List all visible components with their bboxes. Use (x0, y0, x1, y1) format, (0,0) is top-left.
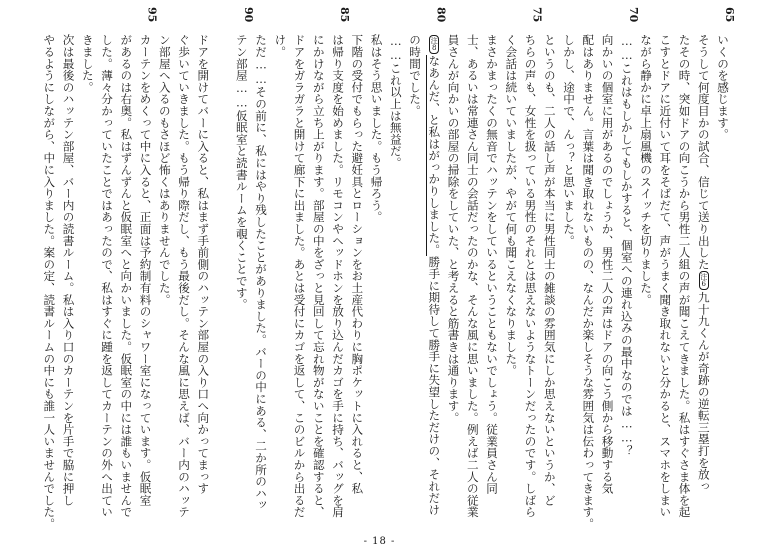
text-line (637, 34, 654, 534)
text-line (117, 34, 134, 534)
line-text: ただ……その前に、私にはやり残したことがありました。バーの中にある、二か所のハッ (254, 34, 268, 511)
line-text: きました。 (80, 34, 95, 93)
text-line (175, 34, 192, 534)
line-text: 士、あるいは常連さん同士の会話だったのかな、そんな風に思いました。例えば二人の従業 (465, 34, 480, 518)
line-text: 下階の受付でもらった避妊具とローションをお土産代わりに胸ポケットに入れると、私 (350, 34, 365, 495)
text-line (483, 34, 500, 534)
line-text: があるのは右奥。私はずんずんと仮眠室へと向かいました。仮眠室の中には誰もいませんで (119, 34, 134, 518)
line-text: やるようにしながら、中に入りました。案の定、読書ルームの中にも誰一人いませんでした。 (42, 34, 57, 530)
text-line (618, 34, 635, 534)
line-text: ン部屋へ入るのもさほど怖くはありませんでした。 (157, 34, 172, 306)
line-text: というのも、二人の話し声が本当に男性同士の雑談の雰囲気にしか思えないというか、ど (542, 34, 557, 506)
text-line (714, 34, 731, 534)
line-text: ドアをガラガラと開けて廊下に出ました。あとは受付にカゴを返して、このビルから出るだ (292, 34, 307, 518)
text-line (406, 34, 423, 534)
text-line (214, 34, 231, 534)
text-line (368, 34, 385, 534)
text-line (60, 34, 77, 534)
line-text: の時間でした。 (408, 34, 422, 117)
line-number: 70 (626, 7, 640, 23)
line-text: ちらの声も、女性を扱っている男性のそれとは思えないようなトーンだったのです。しばら (523, 34, 538, 518)
line-text: ぐ歩いていきました。もう帰り際だし、もう最後だし。そんな風に思えば、バー内のハッテ (177, 34, 191, 518)
text-line (656, 34, 673, 534)
line-text: 次は最後のハッテン部屋、バー内の読書ルーム。私は入り口のカーテンを片手で脇に押し (61, 34, 76, 506)
text-line (522, 34, 539, 534)
text-line (425, 34, 442, 534)
line-number: 95 (145, 7, 159, 23)
line-text: カーテンをめくって中に入ると、正面は予約制有料のシャワー室になっています。仮眠室 (138, 34, 153, 506)
text-line (310, 34, 327, 534)
text-line (40, 34, 57, 534)
text-line (502, 34, 519, 534)
text-line (560, 34, 577, 534)
line-text: テン部屋……仮眠室と読書ルームを覗くことです。 (234, 34, 249, 311)
line-text: そうして何度目かの試合、信じて送り出した (696, 34, 711, 270)
text-line (348, 34, 365, 534)
line-text: く会話は続いていましたが、やがて何も聞こえなくなりました。 (504, 34, 519, 377)
underlined-text: なあんだ、と私はがっかりしました。 (427, 55, 442, 257)
line-text: こすとドアに近付いて耳をそばだて、声がうまく聞き取れないと分かると、スマホをしまい (658, 34, 673, 518)
line-number: 80 (434, 7, 448, 23)
text-line (233, 34, 250, 534)
text-line (194, 34, 211, 534)
line-text: け。 (273, 34, 288, 58)
line-text: 配はありません。言葉は聞き取れないものの、なんだか楽しそうな雰囲気は伝わってきます。 (581, 34, 596, 530)
text-line (445, 34, 462, 534)
line-text: ドアを開けてバーに入ると、私はまず手前側のハッテン部屋の入り口へ向かってまっす (196, 34, 211, 495)
line-number: 75 (530, 7, 544, 23)
line-number: 85 (338, 7, 351, 23)
line-text: 員さんが向かいの部屋の掃除をしていた、と考えると筋書きは通ります。 (446, 34, 461, 424)
text-line (79, 34, 96, 534)
text-line (464, 34, 481, 534)
text-line (599, 34, 616, 534)
text-line (98, 34, 115, 534)
line-text: 向かいの個室に用があるのでしょうか、男性二人の声はドアの向こう側から移動する気 (600, 34, 615, 495)
line-text: 九十九くんが奇跡の逆転三塁打を放っ (696, 291, 711, 493)
text-line (252, 34, 269, 534)
line-text: まさかまったくの無音でハッテンをしているということもないでしょう。従業員さん同 (485, 34, 499, 495)
line-text: たその時、突如ドアの向こうから男性二人組の声が聞こえてきました。私はすぐさま体を起 (677, 34, 692, 518)
line-text: 私はそう思いました。もう帰ろう。 (369, 34, 384, 223)
line-text: しかし、途中で、んっ？と思いました。 (562, 34, 576, 247)
line-text: した。薄々分かっていたことではあったので、私はすぐに踵を返してカーテンの外へ出てい (100, 34, 114, 518)
text-line (579, 34, 596, 534)
text-line (541, 34, 558, 534)
text-line (137, 34, 154, 534)
text-line (387, 34, 404, 534)
text-line (695, 34, 712, 534)
line-text: ながら静かに卓上扇風機のスイッチを切りました。 (639, 34, 653, 306)
line-text: 勝手に期待して勝手に失望しただけの、それだけ (427, 256, 442, 516)
text-line (291, 34, 308, 534)
line-text: いくのを感じます。 (716, 34, 730, 141)
line-text: にかけながら立ち上がります。部屋の中をざっと見回して忘れ物がないことを確認すると、 (311, 34, 326, 518)
text-line (676, 34, 693, 534)
line-text: ……これ以上は無益だ。 (388, 34, 403, 169)
line-text: は帰り支度を始めました。リモコンやヘッドホンを放り込んだカゴを手に持ち、バッグを肩 (331, 34, 345, 518)
text-line (329, 34, 346, 534)
page-number: - 18 - (363, 536, 396, 547)
footnote-marker: 注6 (699, 273, 708, 289)
line-number: 90 (241, 7, 255, 23)
footnote-marker: 注8 (430, 37, 439, 53)
line-number: 65 (723, 7, 736, 23)
line-text: ……これはもしかしてもしかすると、個室への連れ込みの最中なのでは……？ (619, 34, 634, 457)
text-line (271, 34, 288, 534)
text-line (156, 34, 173, 534)
